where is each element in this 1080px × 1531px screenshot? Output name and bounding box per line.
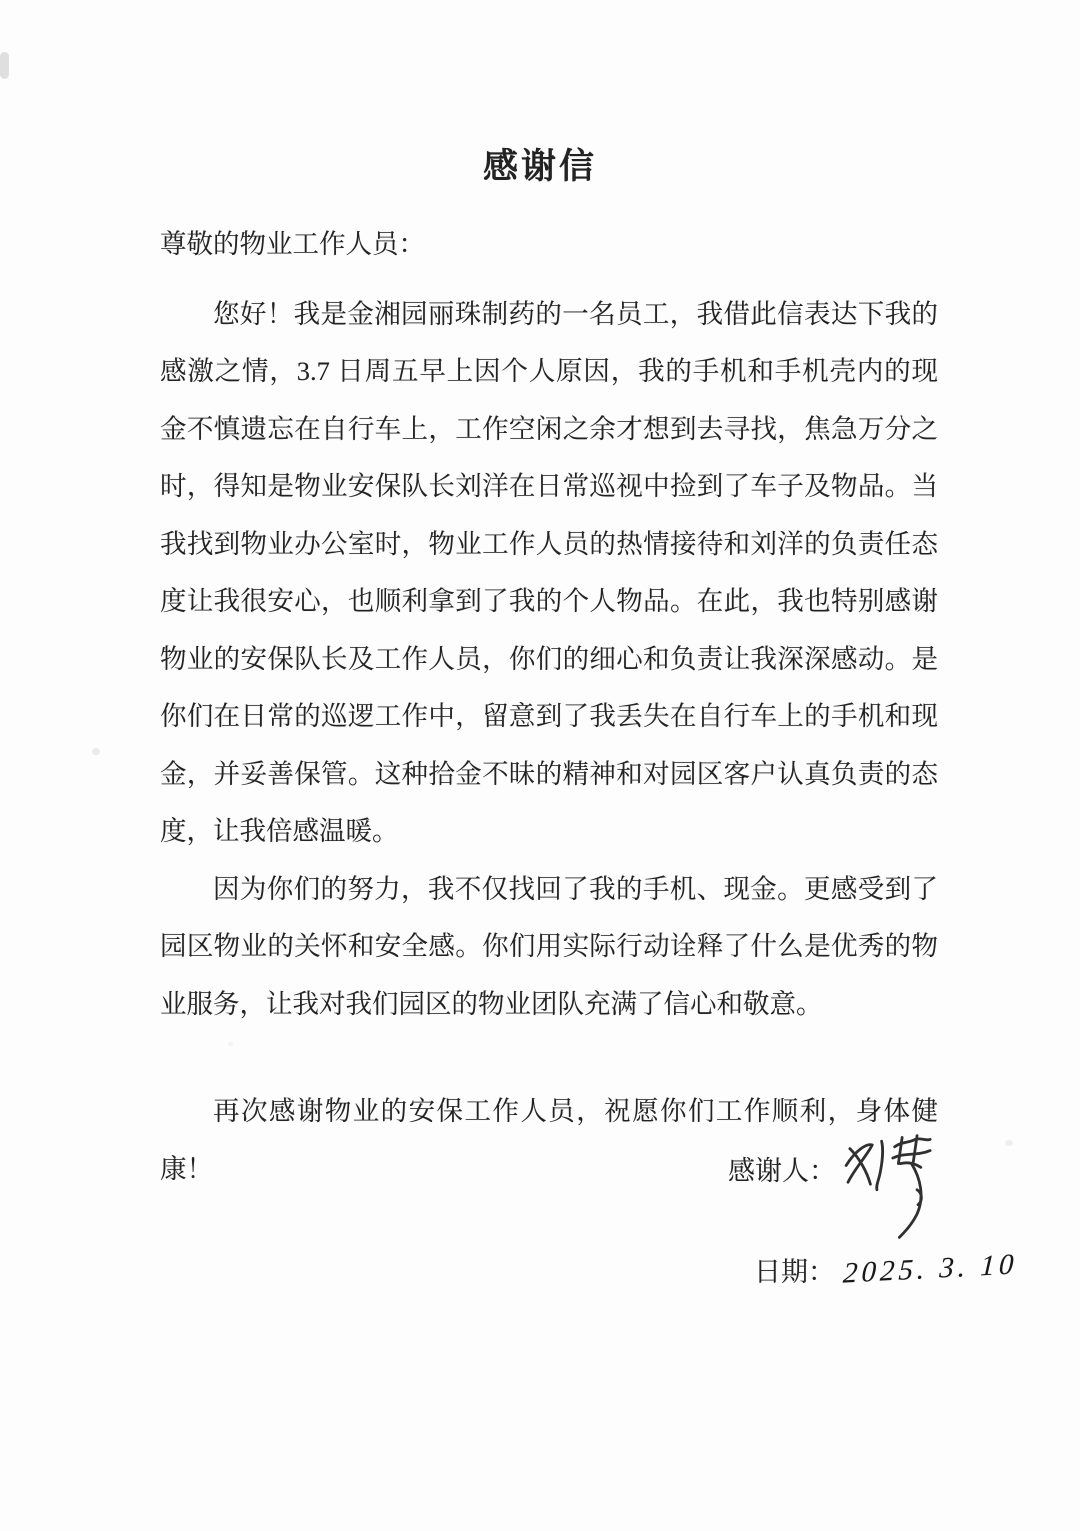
scan-artifact	[1005, 1140, 1013, 1146]
date-row	[754, 1250, 1018, 1289]
paragraph-2: 因为你们的努力，我不仅找回了我的手机、现金。更感受到了园区物业的关怀和安全感。你们用实际行动诠释了什么是优秀的物业服务，让我对我们园区的物业团队充满了信心和敬意。	[160, 873, 938, 1019]
letter-title: 感谢信	[482, 147, 597, 186]
scan-artifact	[688, 1006, 694, 1011]
handwritten-date: 2025. 3. 10	[842, 1248, 1019, 1290]
handwritten-signature	[838, 1130, 942, 1242]
date-label: 日期：	[754, 1257, 835, 1287]
salutation: 尊敬的物业工作人员：	[160, 229, 425, 259]
scan-artifact	[0, 52, 9, 79]
signature-label: 感谢人：	[728, 1156, 836, 1186]
scan-artifact	[92, 748, 100, 755]
paragraph-1: 您好！我是金湘园丽珠制药的一名员工，我借此信表达下我的感激之情，3.7 日周五早上因个人原因，我的手机和手机壳内的现金不慎遗忘在自行车上，工作空闲之余才想到去寻找，焦急万分之时，得知是物业安保队长刘洋在日常巡视中捡到了车子及物品。当我找到物业办公室时，物业工作人员的热情接待和刘洋的负责任态度让我很安心，也顺利拿到了我的个人物品。在此，我也特别感谢物业的安保队长及工作人员，你们的细心和负责让我深深感动。是你们在日常的巡逻工作中，留意到了我丢失在自行车上的手机和现金，并妥善保管。这种拾金不昧的精神和对园区客户认真负责的态度，让我倍感温暖。	[160, 298, 938, 846]
signature-row	[728, 1136, 1018, 1242]
signature-block	[728, 1136, 1018, 1289]
closing-paragraph: 再次感谢物业的安保工作人员，祝愿你们工作顺利，身体健康！	[160, 1096, 938, 1184]
letter-body	[160, 216, 938, 1198]
scan-artifact	[228, 1042, 233, 1046]
